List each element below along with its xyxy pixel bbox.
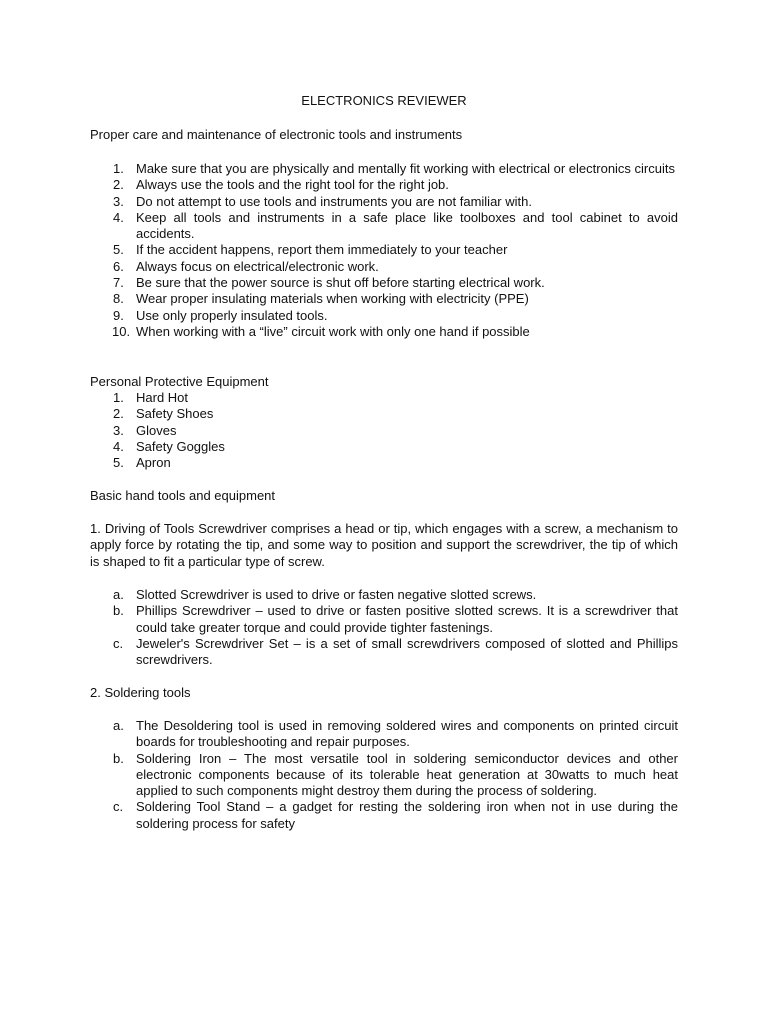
list-item (90, 291, 678, 307)
list-item-letter: a. (113, 718, 124, 733)
list-item (90, 390, 678, 406)
list-item-number: 5. (113, 242, 124, 258)
list-item (90, 242, 678, 258)
list-item-text: Keep all tools and instruments in a safe place like toolboxes and tool cabinet to avoid accidents. (136, 209, 678, 242)
list-item-text: Be sure that the power source is shut off before starting electrical work. (136, 275, 545, 291)
list-item-number: 3. (113, 193, 124, 209)
list-item-number: 6. (113, 258, 124, 274)
list-item-number: 4. (113, 209, 124, 225)
list-item-number: 1. (113, 390, 124, 405)
list-item (90, 587, 678, 603)
screwdriver-list (90, 587, 678, 668)
list-item (90, 603, 678, 636)
soldering-list (90, 718, 678, 832)
list-item-number: 4. (113, 438, 124, 454)
list-item (90, 210, 678, 243)
driving-tools-paragraph: 1. Driving of Tools Screwdriver comprises a head or tip, which engages with a screw, a mechanism to apply force by rotating the tip, and some way to position and support the screwdriver, the tip of which is shaped to fit a particular type of screw. (90, 521, 678, 569)
list-item (90, 406, 678, 422)
list-item-text: Use only properly insulated tools. (136, 307, 328, 323)
list-item-number: 1. (113, 161, 124, 176)
tools-section-heading: Basic hand tools and equipment (90, 488, 276, 503)
ppe-section-heading: Personal Protective Equipment (90, 374, 269, 389)
list-item (90, 177, 678, 193)
list-item (90, 423, 678, 439)
list-item-number: 2. (113, 406, 124, 422)
list-item (90, 439, 678, 455)
list-item-text: Jeweler's Screwdriver Set – is a set of small screwdrivers composed of slotted and Phillips screwdrivers. (136, 635, 678, 668)
list-item-text: Safety Shoes (136, 406, 214, 422)
list-item-number: 9. (113, 307, 124, 323)
list-item-letter: b. (113, 750, 124, 766)
list-item-text: The Desoldering tool is used in removing soldered wires and components on printed circuit boards for troubleshooting and repair purposes. (136, 718, 678, 750)
list-item-text: Always use the tools and the right tool for the right job. (136, 177, 449, 193)
list-item-number: 3. (113, 422, 124, 438)
list-item-letter: b. (113, 603, 124, 619)
list-item-text: Safety Goggles (136, 438, 225, 454)
list-item-number: 2. (113, 177, 124, 193)
list-item (90, 324, 678, 340)
list-item-letter: c. (113, 799, 124, 815)
list-item-number: 7. (113, 275, 124, 291)
list-item (90, 455, 678, 471)
list-item-text: If the accident happens, report them immediately to your teacher (136, 242, 508, 258)
list-item (90, 751, 678, 800)
list-item-text: Apron (136, 455, 171, 471)
list-item-text: Soldering Tool Stand – a gadget for resting the soldering iron when not in use during the soldering process for safety (136, 799, 678, 831)
care-list (90, 161, 678, 340)
list-item (90, 259, 678, 275)
list-item-text: Hard Hot (136, 390, 189, 405)
list-item-text: Wear proper insulating materials when working with electricity (PPE) (136, 291, 529, 307)
list-item (90, 194, 678, 210)
page-title: ELECTRONICS REVIEWER (301, 93, 467, 108)
list-item (90, 161, 678, 177)
list-item (90, 308, 678, 324)
list-item-text: Do not attempt to use tools and instruments you are not familiar with. (136, 193, 532, 209)
list-item (90, 718, 678, 751)
list-item (90, 636, 678, 669)
list-item-number: 5. (113, 455, 124, 471)
list-item-text: Soldering Iron – The most versatile tool in soldering semiconductor devices and other electronic components because of its tolerable heat generation at 30watts to much heat applied to such components might destroy them during the process of soldering. (136, 750, 678, 799)
list-item-text: Always focus on electrical/electronic work. (136, 258, 379, 274)
list-item (90, 799, 678, 832)
list-item-text: Gloves (136, 422, 177, 438)
soldering-tools-heading: 2. Soldering tools (90, 685, 191, 700)
list-item-letter: c. (113, 635, 124, 651)
list-item-text: Slotted Screwdriver is used to drive or fasten negative slotted screws. (136, 587, 537, 602)
list-item-number: 8. (113, 291, 124, 307)
list-item-number: 10. (112, 323, 131, 339)
list-item (90, 275, 678, 291)
ppe-list (90, 390, 678, 471)
list-item-letter: a. (113, 587, 124, 602)
list-item-text: Phillips Screwdriver – used to drive or fasten positive slotted screws. It is a screwdriver that could take greater torque and could provide tighter fastenings. (136, 603, 678, 635)
list-item-text: When working with a “live” circuit work with only one hand if possible (136, 323, 530, 339)
list-item-text: Make sure that you are physically and mentally fit working with electrical or electronics circuits (136, 161, 675, 176)
care-section-heading: Proper care and maintenance of electronic tools and instruments (90, 127, 463, 142)
